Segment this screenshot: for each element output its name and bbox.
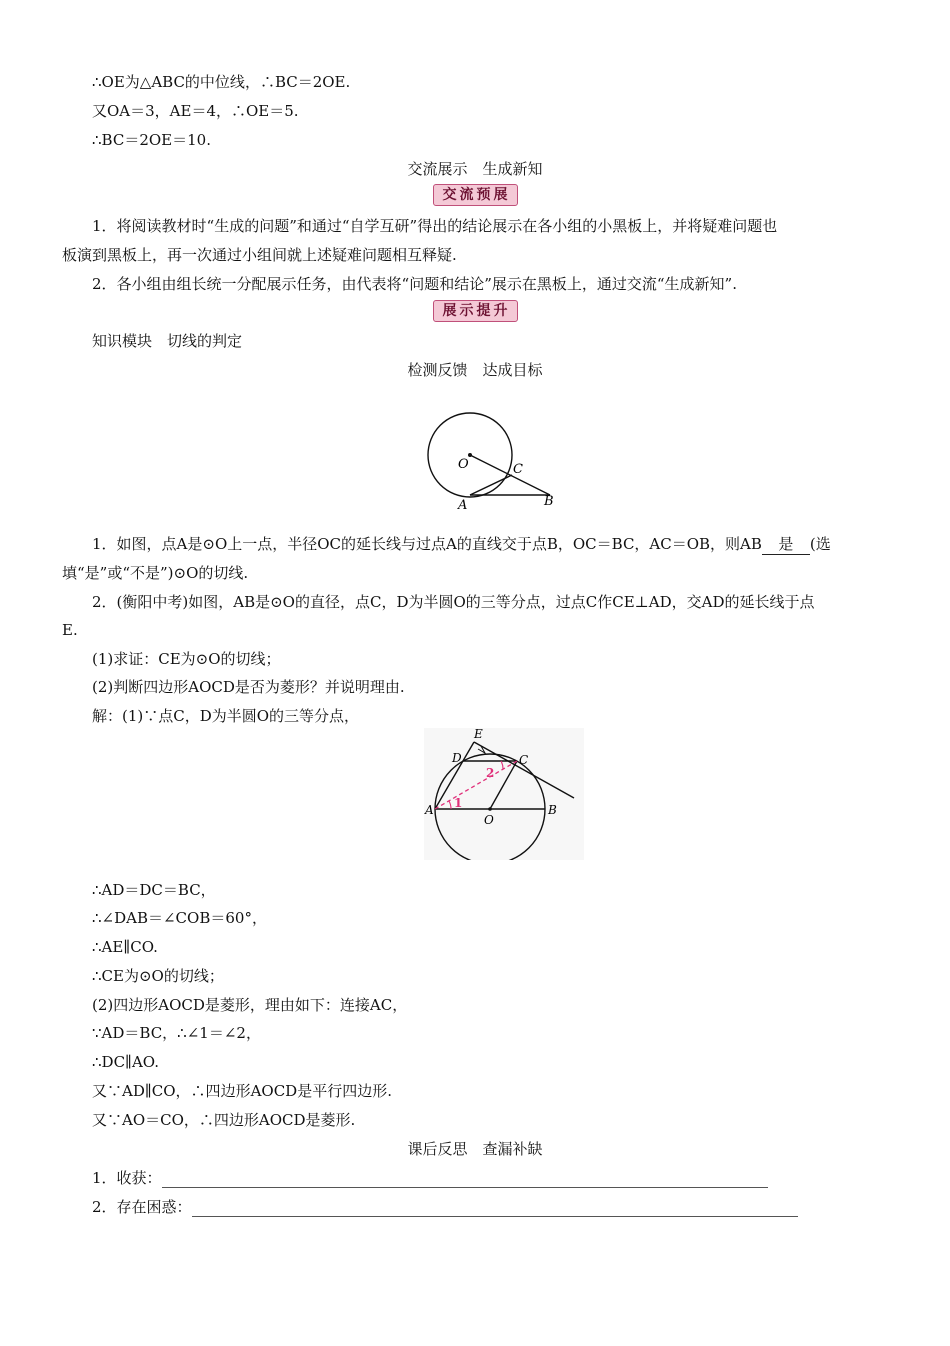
fig2-center-dot bbox=[488, 807, 492, 811]
question-2-part-1: (1)求证：CE为⊙O的切线； bbox=[92, 650, 281, 668]
question-1-text-end: (选 bbox=[809, 535, 831, 553]
fig1-label-a: A bbox=[458, 498, 468, 513]
solution-step-7: ∴DC∥AO. bbox=[92, 1053, 159, 1071]
reflect-gain-row bbox=[92, 1168, 768, 1188]
knowledge-module: 知识模块 切线的判定 bbox=[92, 332, 243, 350]
paragraph-1-line-2: 板演到黑板上，再一次通过小组间就上述疑难问题相互释疑. bbox=[62, 246, 457, 264]
solution-step-2: ∴∠DAB＝∠COB＝60°， bbox=[92, 909, 267, 927]
fig2-angle-1-label: 1 bbox=[454, 796, 463, 810]
solution-step-4: ∴CE为⊙O的切线； bbox=[92, 967, 224, 985]
fig2-label-o: O bbox=[484, 813, 494, 827]
line-bc-result: ∴BC＝2OE＝10. bbox=[92, 131, 211, 149]
reflect-gain-blank[interactable] bbox=[162, 1173, 768, 1188]
reflect-doubt-blank[interactable] bbox=[192, 1202, 798, 1217]
figure-1-circle-tangent bbox=[420, 385, 570, 515]
figure-2-rhombus bbox=[424, 728, 584, 860]
fig2-label-d: D bbox=[452, 751, 462, 765]
fig1-label-b: B bbox=[544, 494, 554, 509]
fig2-angle-2-label: 2 bbox=[486, 766, 495, 780]
paragraph-1-line-1: 1．将阅读教材时“生成的问题”和通过“自学互研”得出的结论展示在各小组的小黑板上，并将疑难问题也 bbox=[92, 217, 778, 235]
solution-step-8: 又∵AD∥CO，∴四边形AOCD是平行四边形. bbox=[92, 1082, 392, 1100]
solution-step-3: ∴AE∥CO. bbox=[92, 938, 158, 956]
solution-step-6: ∵AD＝BC，∴∠1＝∠2， bbox=[92, 1024, 261, 1042]
fig1-label-o: O bbox=[458, 457, 469, 472]
question-1-answer-blank: 是 bbox=[762, 534, 810, 555]
line-oe-length: 又OA＝3，AE＝4，∴OE＝5. bbox=[92, 102, 299, 120]
paragraph-2: 2．各小组由组长统一分配展示任务，由代表将“问题和结论”展示在黑板上，通过交流“生成新知”. bbox=[92, 275, 737, 293]
question-1-line-1 bbox=[92, 534, 831, 555]
heading-exchange: 交流展示 生成新知 bbox=[407, 160, 543, 178]
solution-intro: 解：(1)∵点C，D为半圆O的三等分点， bbox=[92, 707, 360, 725]
line-midline: ∴OE为△ABC的中位线，∴BC＝2OE. bbox=[92, 73, 351, 91]
heading-check: 检测反馈 达成目标 bbox=[407, 361, 543, 379]
badge-exchange-preview: 交流预展 bbox=[433, 184, 518, 206]
reflect-gain-label: 1．收获： bbox=[92, 1169, 162, 1187]
solution-step-9: 又∵AO＝CO，∴四边形AOCD是菱形. bbox=[92, 1111, 356, 1129]
badge-show-improve: 展示提升 bbox=[433, 300, 518, 322]
question-2-line-2: E. bbox=[62, 621, 78, 639]
question-2-part-2: (2)判断四边形AOCD是否为菱形？并说明理由. bbox=[92, 678, 405, 696]
heading-reflect: 课后反思 查漏补缺 bbox=[407, 1140, 543, 1158]
solution-step-5: (2)四边形AOCD是菱形，理由如下：连接AC， bbox=[92, 996, 408, 1014]
fig2-background bbox=[424, 728, 584, 860]
question-1-text: 1．如图，点A是⊙O上一点，半径OC的延长线与过点A的直线交于点B，OC＝BC，AC＝OB，则AB bbox=[92, 535, 762, 553]
fig2-label-b: B bbox=[548, 803, 557, 817]
reflect-doubt-label: 2．存在困惑： bbox=[92, 1198, 192, 1216]
fig2-label-c: C bbox=[519, 753, 529, 767]
reflect-doubt-row bbox=[92, 1197, 798, 1217]
question-1-line-2: 填“是”或“不是”)⊙O的切线. bbox=[62, 564, 249, 582]
fig2-label-a: A bbox=[425, 803, 434, 817]
question-2-line-1: 2．(衡阳中考)如图，AB是⊙O的直径，点C，D为半圆O的三等分点，过点C作CE⊥AD，交AD的延长线于点 bbox=[92, 593, 815, 611]
fig2-label-e: E bbox=[474, 728, 483, 741]
fig1-label-c: C bbox=[513, 462, 523, 477]
solution-step-1: ∴AD＝DC＝BC， bbox=[92, 881, 216, 899]
